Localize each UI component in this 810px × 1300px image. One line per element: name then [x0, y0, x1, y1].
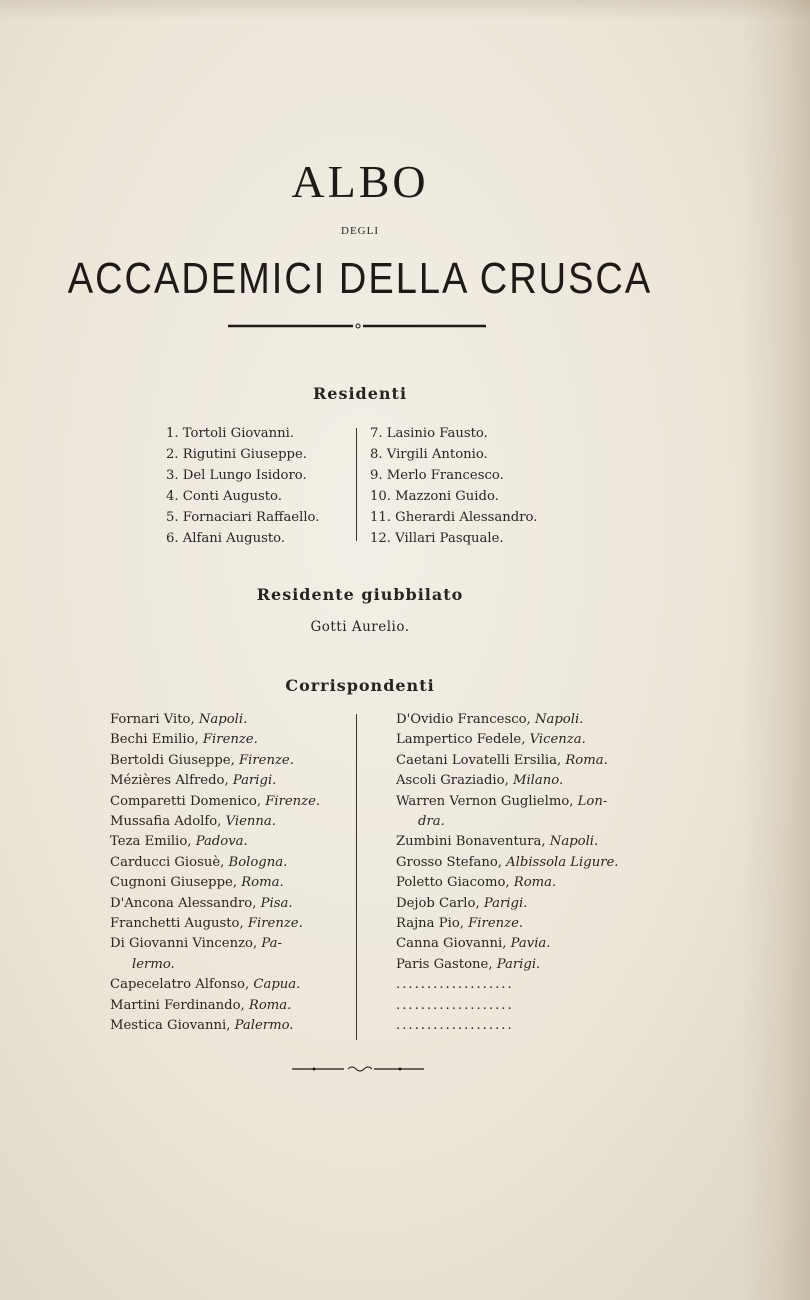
- list-item-text: [396, 753, 608, 768]
- column-divider: [356, 428, 357, 541]
- member-city: Bologna.: [224, 854, 288, 870]
- page-shadow-top: [0, 0, 810, 20]
- member-name: Di Giovanni Vincenzo,: [110, 936, 258, 952]
- list-item-text: [110, 773, 276, 788]
- member-name: Capecelatro Alfonso,: [110, 977, 250, 993]
- member-name: ...................: [396, 997, 514, 1013]
- list-item-text: [396, 875, 556, 890]
- list-item-text: [396, 998, 514, 1013]
- list-item-text: [110, 977, 300, 992]
- list-item: 10. Mazzoni Guido.: [370, 489, 499, 504]
- member-name: Grosso Stefano,: [396, 854, 502, 870]
- member-city: Pa-: [257, 936, 282, 952]
- member-name: Dejob Carlo,: [396, 895, 480, 911]
- member-name: Mussafia Adolfo,: [110, 814, 222, 829]
- end-ornament: [292, 1063, 424, 1075]
- member-name: Martini Ferdinando,: [110, 997, 245, 1013]
- section-heading-corrispondenti: Corrispondenti: [285, 676, 435, 695]
- page-shadow-right: [740, 0, 810, 1300]
- member-city: Napoli.: [530, 712, 584, 727]
- member-name: D'Ancona Alessandro,: [110, 895, 257, 911]
- list-item: 5. Fornaciari Raffaello.: [166, 510, 320, 525]
- member-name: Mézières Alfredo,: [110, 773, 229, 789]
- list-item-text: [110, 834, 248, 849]
- member-name: Zumbini Bonaventura,: [396, 834, 546, 850]
- member-name: Rajna Pio,: [396, 916, 464, 931]
- list-item-text: [396, 855, 619, 870]
- list-item: 9. Merlo Francesco.: [370, 468, 504, 483]
- list-item-text: [110, 712, 247, 727]
- list-item-text: [396, 712, 583, 727]
- list-item-text: [132, 957, 175, 972]
- member-name: Canna Giovanni,: [396, 936, 507, 952]
- member-city: Firenze.: [243, 916, 303, 931]
- member-city: Albissola Ligure.: [501, 854, 619, 870]
- member-name: Comparetti Domenico,: [110, 793, 262, 809]
- section-heading-residenti: Residenti: [312, 384, 408, 403]
- list-item-text: [396, 794, 607, 809]
- member-name: D'Ovidio Francesco,: [396, 712, 531, 727]
- member-name: Warren Vernon Guglielmo,: [396, 793, 574, 809]
- list-item-text: [396, 896, 527, 911]
- list-item: 7. Lasinio Fausto.: [370, 426, 488, 441]
- member-city: Roma.: [244, 997, 292, 1013]
- page-title: ALBO: [291, 156, 429, 207]
- list-item-text: [110, 875, 284, 890]
- list-item-text: [110, 896, 293, 911]
- list-item: 4. Conti Augusto.: [166, 489, 282, 504]
- list-item: 11. Gherardi Alessandro.: [370, 510, 538, 525]
- member-name: Fornari Vito,: [110, 712, 195, 727]
- member-city: Parigi.: [228, 773, 277, 789]
- member-name: ...................: [396, 977, 514, 993]
- member-name: Bechi Emilio,: [110, 732, 199, 748]
- list-item-text: [396, 732, 586, 747]
- member-city: Milano.: [508, 773, 564, 789]
- list-item: 3. Del Lungo Isidoro.: [166, 468, 307, 483]
- member-city: dra.: [418, 814, 445, 829]
- member-city: Firenze.: [198, 732, 258, 748]
- list-item-text: [396, 1018, 514, 1033]
- list-item-text: [396, 957, 540, 972]
- member-city: Parigi.: [492, 956, 541, 972]
- page-subtitle: ACCADEMICI DELLA CRUSCA: [67, 255, 653, 304]
- list-item-text: [110, 1018, 294, 1033]
- member-name: Bertoldi Giuseppe,: [110, 752, 235, 768]
- giubbilato-name: Gotti Aurelio.: [310, 619, 410, 635]
- member-city: Roma.: [237, 875, 284, 891]
- member-name: Paris Gastone,: [396, 956, 493, 972]
- member-city: Capua.: [249, 977, 301, 993]
- member-city: Firenze.: [463, 916, 524, 931]
- member-city: Vicenza.: [525, 732, 586, 748]
- member-name: Ascoli Graziadio,: [396, 773, 509, 789]
- list-item-text: [110, 753, 294, 768]
- member-city: Napoli.: [545, 834, 599, 850]
- member-name: Mestica Giovanni,: [110, 1018, 231, 1033]
- list-item-text: [396, 773, 563, 788]
- member-city: Firenze.: [234, 752, 294, 768]
- member-city: lermo.: [132, 956, 175, 972]
- member-city: Padova.: [191, 834, 248, 850]
- member-city: Lon-: [573, 793, 608, 809]
- title-connector: DEGLI: [341, 225, 379, 237]
- list-item-text: [110, 732, 258, 747]
- list-item-text: [418, 814, 445, 829]
- member-city: Palermo.: [230, 1018, 294, 1033]
- list-item: 2. Rigutini Giuseppe.: [166, 447, 307, 462]
- list-item: 1. Tortoli Giovanni.: [166, 426, 295, 441]
- member-city: Vienna.: [221, 814, 276, 829]
- list-item-text: [110, 916, 303, 931]
- list-item-text: [110, 814, 276, 829]
- member-city: Firenze.: [261, 793, 321, 809]
- member-name: Lampertico Fedele,: [396, 732, 526, 748]
- member-city: Pisa.: [256, 895, 293, 911]
- title-ornament-rule: [228, 323, 486, 329]
- member-name: Franchetti Augusto,: [110, 916, 244, 931]
- member-name: ...................: [396, 1018, 514, 1033]
- list-item-text: [396, 977, 514, 992]
- member-city: Parigi.: [479, 895, 528, 911]
- list-item: 6. Alfani Augusto.: [166, 531, 286, 546]
- member-city: Pavia.: [506, 936, 551, 952]
- list-item-text: [110, 794, 320, 809]
- list-item-text: [110, 998, 291, 1013]
- member-name: Caetani Lovatelli Ersilia,: [396, 752, 562, 768]
- member-name: Cugnoni Giuseppe,: [110, 875, 238, 891]
- list-item: 8. Virgili Antonio.: [370, 447, 488, 462]
- section-heading-giubbilato: Residente giubbilato: [256, 585, 464, 604]
- list-item-text: [396, 834, 598, 849]
- list-item-text: [396, 936, 550, 951]
- member-name: Carducci Giosuè,: [110, 854, 225, 870]
- list-item-text: [110, 855, 287, 870]
- member-city: Roma.: [561, 752, 608, 768]
- member-city: Roma.: [509, 875, 557, 891]
- member-name: Teza Emilio,: [110, 834, 192, 850]
- member-city: Napoli.: [194, 712, 248, 727]
- list-item-text: [110, 936, 282, 951]
- member-name: Poletto Giacomo,: [396, 875, 510, 891]
- column-divider: [356, 714, 357, 1040]
- list-item: 12. Villari Pasquale.: [370, 531, 504, 546]
- list-item-text: [396, 916, 523, 931]
